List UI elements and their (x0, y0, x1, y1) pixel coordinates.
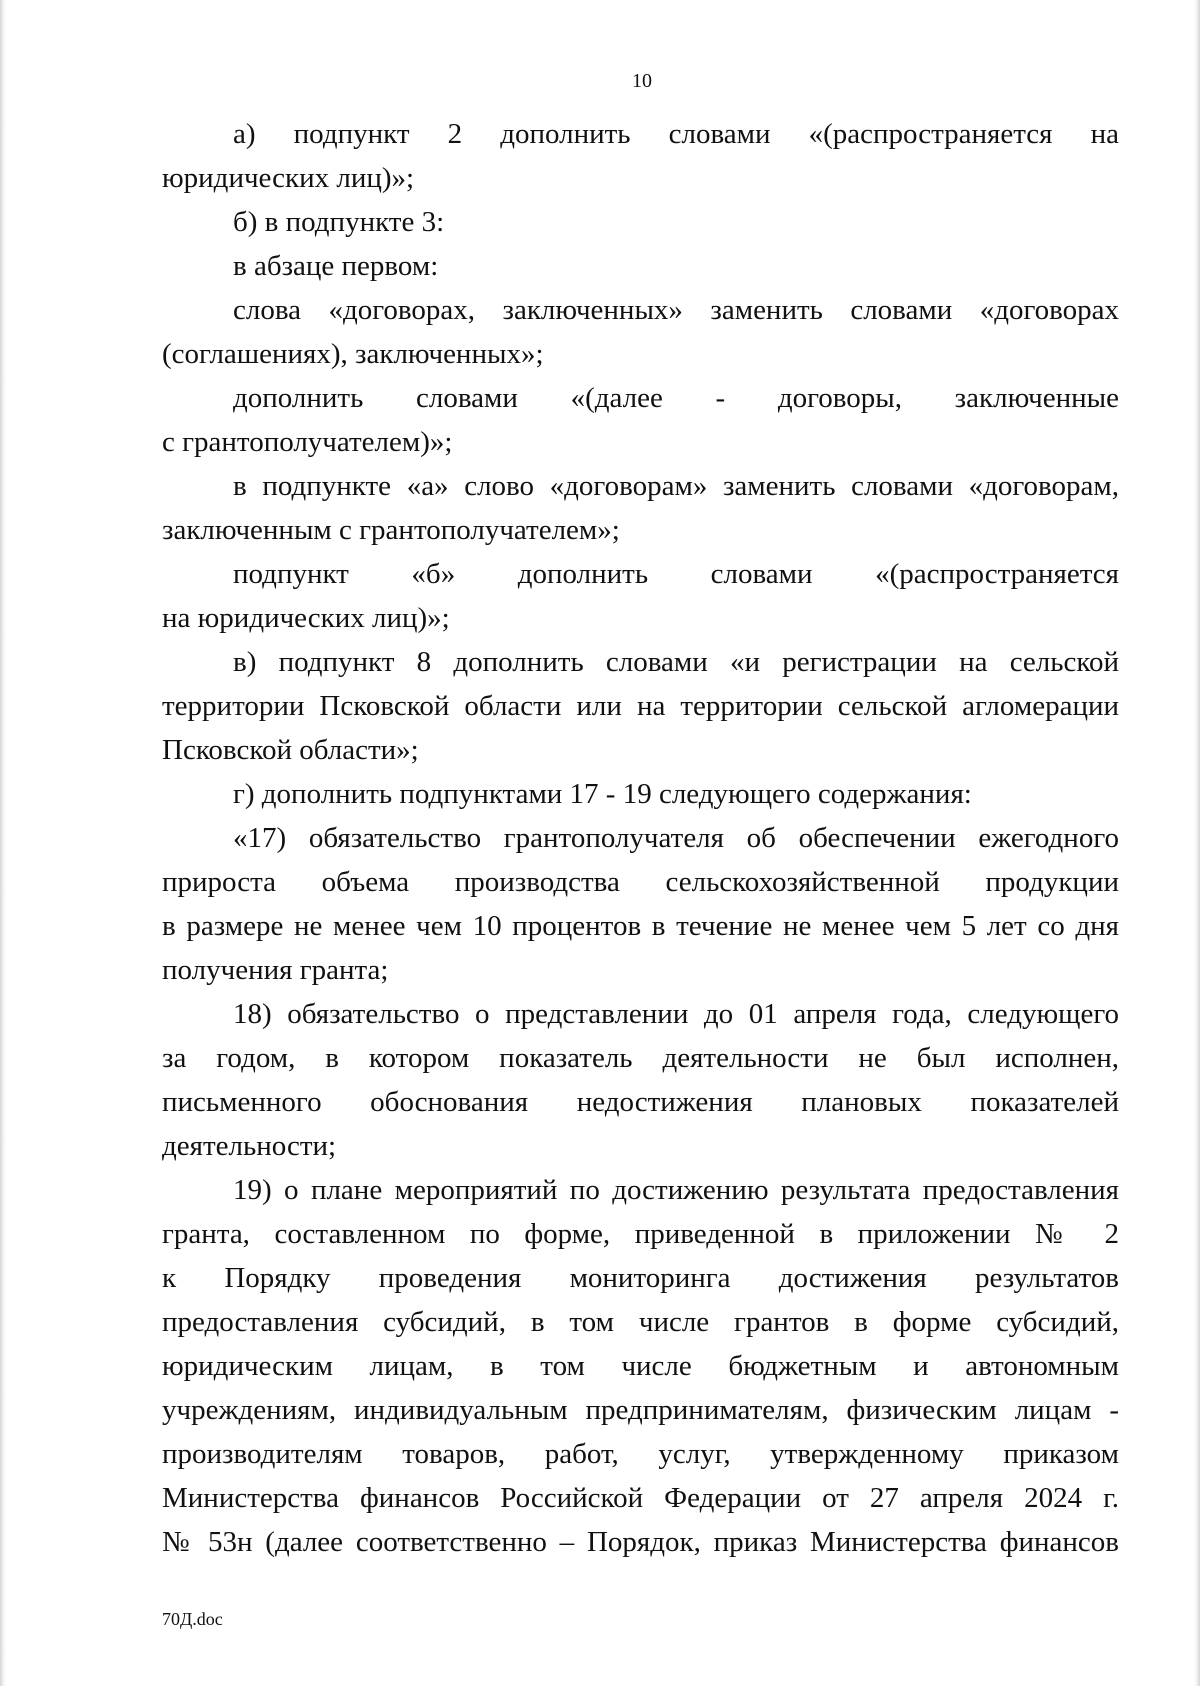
text-line: письменного обоснования недостижения плановых показателей (162, 1086, 1119, 1118)
text-line: на юридических лиц)»; (162, 602, 450, 634)
text-line: деятельности; (162, 1130, 337, 1162)
text-line: 18) обязательство о представлении до 01 апреля года, следующего (233, 998, 1119, 1030)
paragraph-g: г) дополнить подпунктами 17 - 19 следующего содержания: (233, 778, 972, 810)
text-line: Министерства финансов Российской Федерации от 27 апреля 2024 г. (162, 1482, 1119, 1514)
text-line: территории Псковской области или на территории сельской агломерации (162, 690, 1119, 722)
text-line: 19) о плане мероприятий по достижению результата предоставления (233, 1174, 1119, 1206)
text-line: № 53н (далее соответственно – Порядок, приказ Министерства финансов (162, 1526, 1119, 1558)
text-line: дополнить словами «(далее - договоры, заключенные (233, 382, 1119, 414)
paragraph-subitem-b (162, 552, 1119, 640)
text-line: в размере не менее чем 10 процентов в течение не менее чем 5 лет со дня (162, 910, 1119, 942)
text-line: за годом, в котором показатель деятельности не был исполнен, (162, 1042, 1119, 1074)
text-line: предоставления субсидий, в том числе грантов в форме субсидий, (162, 1306, 1119, 1338)
paragraph-subitem-a (162, 464, 1119, 552)
text-line: заключенным с грантополучателем»; (162, 514, 620, 546)
paragraph-supplement-words (162, 376, 1119, 464)
paragraph-19 (162, 1168, 1119, 1564)
page-number: 10 (632, 70, 652, 92)
text-line: Псковской области»; (162, 734, 419, 766)
text-line: юридических лиц)»; (162, 162, 415, 194)
paragraph-17 (162, 816, 1119, 992)
paragraph-a (162, 112, 1119, 200)
text-line: а) подпункт 2 дополнить словами «(распространяется на (233, 118, 1119, 150)
text-line: слова «договорах, заключенных» заменить словами «договорах (233, 294, 1119, 326)
footer-filename: 70Д.doc (162, 1609, 223, 1629)
paragraph-v (162, 640, 1119, 772)
document-body (162, 112, 1119, 1564)
text-line: к Порядку проведения мониторинга достижения результатов (162, 1262, 1119, 1294)
text-line: юридическим лицам, в том числе бюджетным и автономным (162, 1350, 1119, 1382)
text-line: (соглашениях), заключенных»; (162, 338, 544, 370)
scan-edge-right (1194, 0, 1200, 1686)
paragraph-b: б) в подпункте 3: (233, 206, 445, 238)
text-line: производителям товаров, работ, услуг, утвержденному приказом (162, 1438, 1119, 1470)
text-line: «17) обязательство грантополучателя об обеспечении ежегодного (233, 822, 1119, 854)
paragraph-first-abzac: в абзаце первом: (233, 250, 439, 282)
text-line: подпункт «б» дополнить словами «(распространяется (233, 558, 1119, 590)
paragraph-words-replace (162, 288, 1119, 376)
text-line: в подпункте «а» слово «договорам» заменить словами «договорам, (233, 470, 1119, 502)
text-line: прироста объема производства сельскохозяйственной продукции (162, 866, 1119, 898)
scan-edge-left (0, 0, 6, 1686)
text-line: в) подпункт 8 дополнить словами «и регистрации на сельской (233, 646, 1119, 678)
text-line: с грантополучателем)»; (162, 426, 453, 458)
text-line: гранта, составленном по форме, приведенной в приложении № 2 (162, 1218, 1119, 1250)
paragraph-18 (162, 992, 1119, 1168)
text-line: получения гранта; (162, 954, 389, 986)
text-line: учреждениям, индивидуальным предпринимателям, физическим лицам - (162, 1394, 1119, 1426)
